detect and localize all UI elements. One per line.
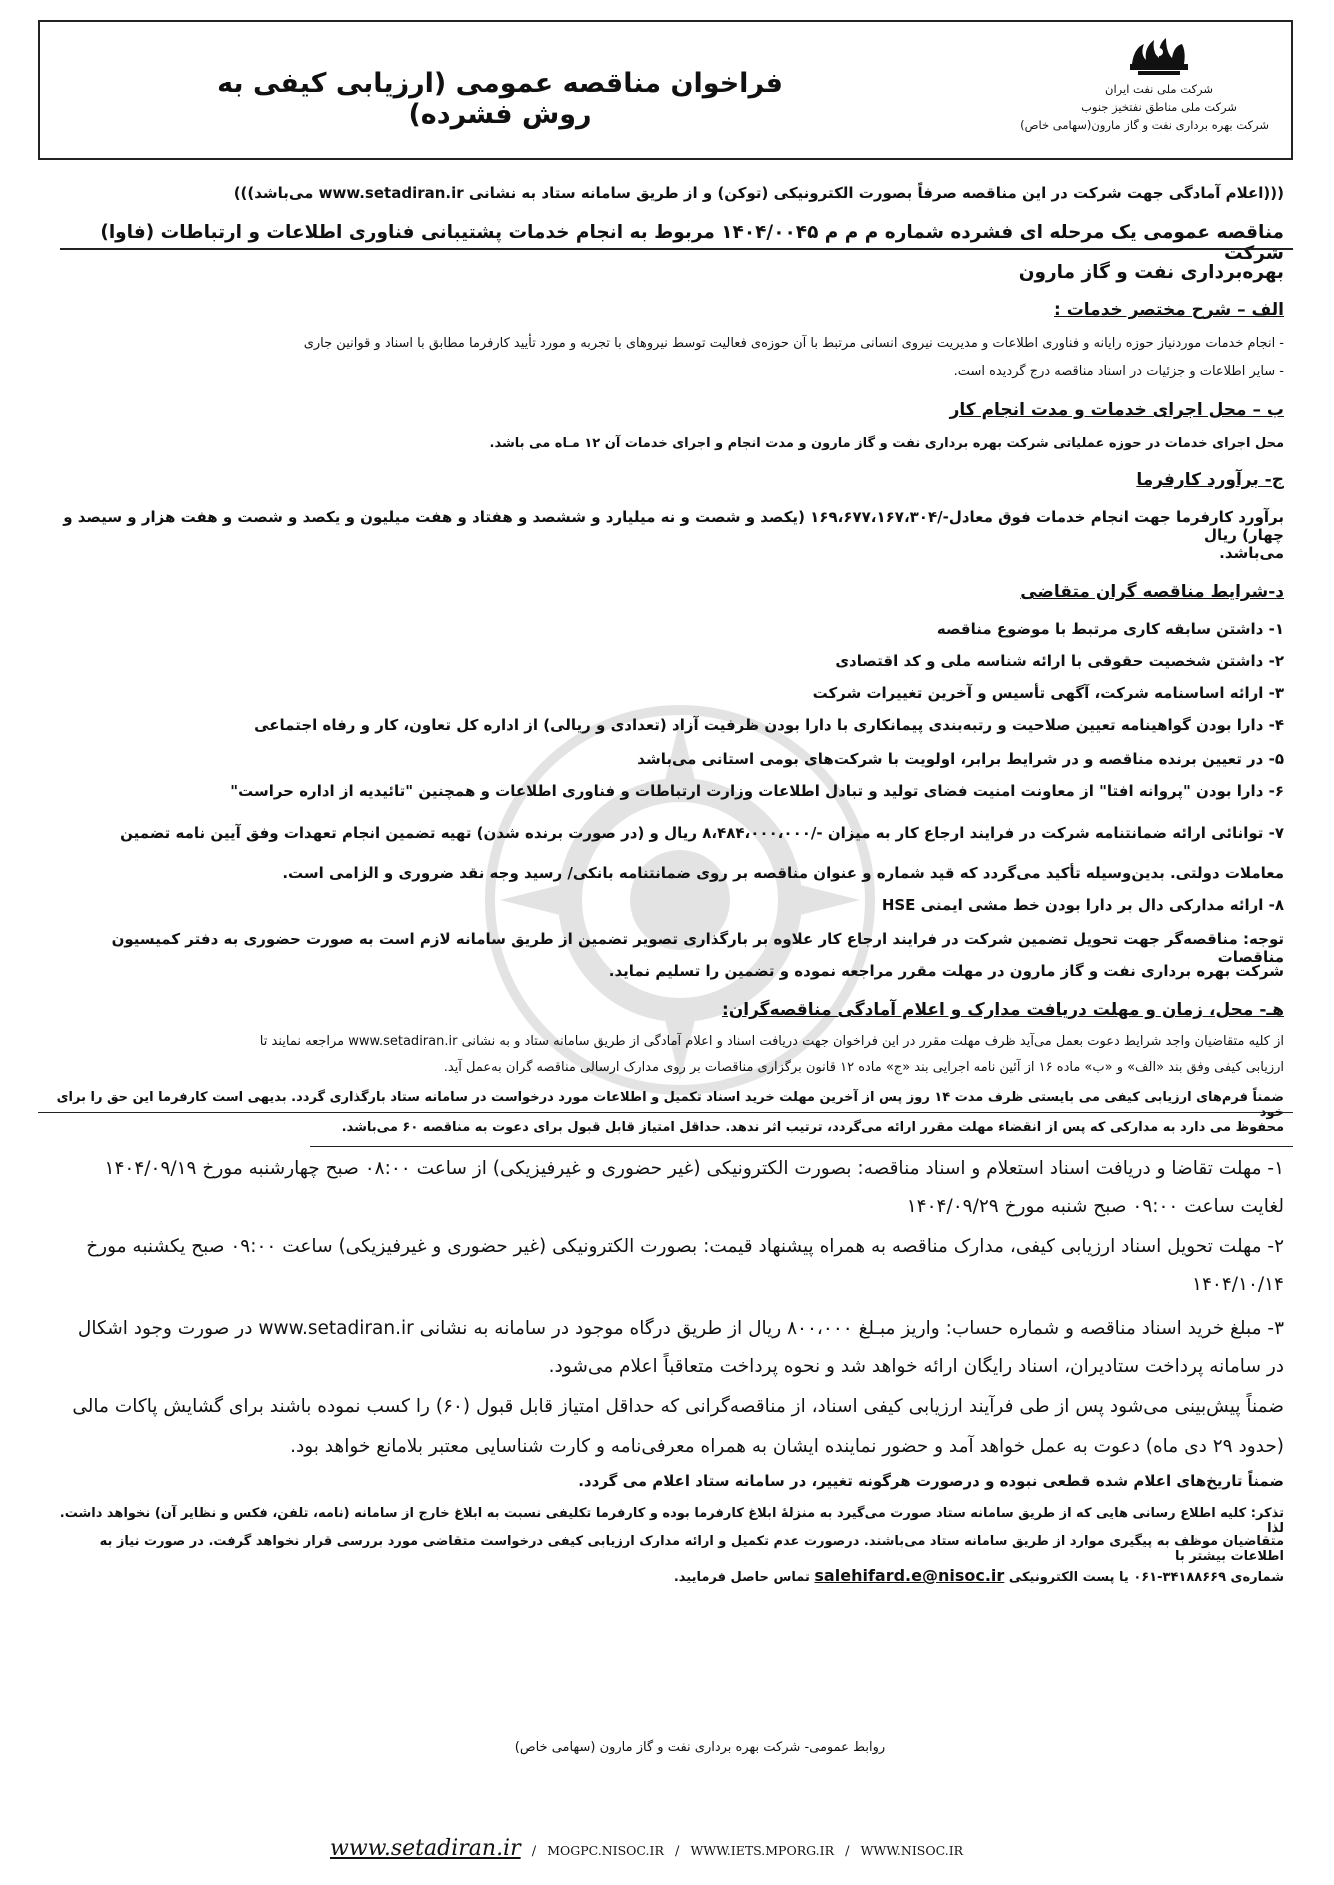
dates-not-final-note: ضمناً تاریخ‌های اعلام شده قطعی نبوده و درصورت هرگونه تغییر، در سامانه ستاد اعلام می گردد. bbox=[578, 1472, 1284, 1490]
deadline-2-line-1: ۲- مهلت تحویل اسناد ارزیابی کیفی، مدارک مناقصه به همراه پیشنهاد قیمت: بصورت الکترونیکی (غیر حضوری و غیرفیزیکی) ساعت ۰۹:۰۰ صبح یکشنبه مورخ bbox=[86, 1236, 1284, 1257]
section-be-text: محل اجرای خدمات در حوزه عملیاتی شرکت بهره برداری نفت و گاز مارون و مدت انجام و اجرای خدمات آن ۱۲ مـاه می باشد. bbox=[489, 436, 1284, 451]
reminder-line-3 bbox=[54, 1566, 1284, 1585]
footer-link-mogpc[interactable]: MOGPC.NISOC.IR bbox=[547, 1843, 664, 1858]
section-alef-line-1: - انجام خدمات موردنیاز حوزه رایانه و فناوری اطلاعات و مدیریت نیروی انسانی مرتبط با آن حوزه‌ی فعالیت توسط نیروهای با تجربه و مورد تأیید کارفرما مطابق با اسناد و قوانین جاری bbox=[303, 336, 1284, 351]
section-be-title: ب – محل اجرای خدمات و مدت انجام کار bbox=[949, 400, 1284, 420]
title-underline bbox=[60, 248, 1293, 250]
section-alef-title: الف – شرح مختصر خدمات : bbox=[1054, 300, 1284, 320]
section-jim-line-2: می‌باشد. bbox=[1219, 544, 1284, 562]
org-line-2: شرکت ملی مناطق نفتخیز جنوب bbox=[1081, 100, 1237, 114]
deadline-2-line-2: ۱۴۰۴/۱۰/۱۴ bbox=[1192, 1274, 1284, 1295]
note-line-2: شرکت بهره برداری نفت و گاز مارون در مهلت مقرر مراجعه نموده و تضمین را تسلیم نماید. bbox=[608, 962, 1284, 980]
section-he-line-1: از کلیه متقاضیان واجد شرایط دعوت بعمل می‌آید ظرف مهلت مقرر در این فراخوان جهت دریافت اسناد و اعلام آمادگی از طریق سامانه ستاد و به نشانی www.setadiran.ir مراجعه نمایند تا bbox=[259, 1034, 1284, 1049]
nioc-logo-icon bbox=[1124, 34, 1194, 80]
tender-title-line-2: بهره‌برداری نفت و گاز مارون bbox=[1018, 262, 1284, 283]
org-line-3: شرکت بهره برداری نفت و گاز مارون(سهامی خاص) bbox=[1020, 118, 1269, 132]
footer-separator: / bbox=[674, 1844, 680, 1859]
section-jim-line-1: برآورد کارفرما جهت انجام خدمات فوق معادل-/۱۶۹،۶۷۷،۱۶۷،۳۰۴ (یکصد و شصت و نه میلیارد و ششصد و هفتاد و هفت میلیون و یکصد و شصت و هفت هزار و سیصد و چهار) ریال bbox=[63, 508, 1284, 544]
company-logo-block bbox=[1020, 34, 1269, 154]
he-line-3-underline bbox=[38, 1112, 1293, 1113]
footer-separator: / bbox=[531, 1844, 537, 1859]
public-relations-signature: روابط عمومی- شرکت بهره برداری نفت و گاز مارون (سهامی خاص) bbox=[514, 1740, 886, 1755]
reminder-line-2: متقاضیان موظف به پیگیری موارد از طریق سامانه ستاد می‌باشند. درصورت عدم تکمیل و ارائه مدارک ارزیابی کیفی درخواست متقاضی مورد بررسی قرار نخواهد گرفت. در صورت نیاز به اطلاعات بیشتر با bbox=[99, 1534, 1284, 1564]
header-box bbox=[38, 20, 1293, 160]
section-dal-item-1: ۱- داشتن سابقه کاری مرتبط با موضوع مناقصه bbox=[936, 620, 1284, 638]
deadline-3-line-2: در سامانه پرداخت ستادیران، اسناد رایگان ارائه خواهد شد و نحوه پرداخت متعاقباً اعلام می‌شود. bbox=[548, 1356, 1284, 1377]
contact-tail-text: تماس حاصل فرمایید. bbox=[673, 1570, 810, 1585]
section-dal-title: د-شرایط مناقصه گران متقاضی bbox=[1020, 582, 1284, 602]
contact-phone-text: شماره‌ی ۳۴۱۸۸۶۶۹-۰۶۱ یا پست الکترونیکی bbox=[1008, 1570, 1284, 1585]
section-he-title: هـ- محل، زمان و مهلت دریافت مدارک و اعلام آمادگی مناقصه‌گران: bbox=[721, 1000, 1284, 1020]
page-title: فراخوان مناقصه عمومی (ارزیابی کیفی به روش فشرده) bbox=[217, 68, 783, 130]
section-dal-item-2: ۲- داشتن شخصیت حقوقی با ارائه شناسه ملی و کد اقتصادی bbox=[835, 652, 1284, 670]
deadline-3-line-1: ۳- مبلغ خرید اسناد مناقصه و شماره حساب: واریز مبـلغ ۸۰۰،۰۰۰ ریال از طریق درگاه موجود در سامانه به نشانی www.setadiran.ir در صورت وجود اشکال bbox=[77, 1318, 1284, 1339]
section-dal-item-4: ۴- دارا بودن گواهینامه تعیین صلاحیت و رتبه‌بندی پیمانکاری با دارا بودن ظرفیت آزاد (تعدادی و ریالی) از اداره کل تعاون، کار و رفاه اجتماعی bbox=[254, 716, 1284, 734]
section-he-line-3: ضمناً فرم‌های ارزیابی کیفی می بایستی ظرف مدت ۱۴ روز پس از آخرین مهلت خرید اسناد تکمیل و اطلاعات مورد درخواست در سامانه ستاد بارگذاری گردد. بدیهی است کارفرما این حق را برای خود bbox=[56, 1090, 1284, 1120]
note-line-1: توجه: مناقصه‌گر جهت تحویل تضمین شرکت در فرایند ارجاع کار علاوه بر بارگذاری تصویر تضمین از طریق سامانه لازم است به صورت حضوری به دفتر کمیسیون مناقصات bbox=[111, 930, 1284, 966]
section-alef-line-2: - سایر اطلاعات و جزئیات در اسناد مناقصه درج گردیده است. bbox=[953, 364, 1284, 379]
deadline-1-line-2: لغایت ساعت ۰۹:۰۰ صبح شنبه مورخ ۱۴۰۴/۰۹/۲۹ bbox=[906, 1196, 1284, 1217]
footer-link-iets[interactable]: WWW.IETS.MPORG.IR bbox=[690, 1843, 834, 1858]
section-he-line-4: محفوظ می دارد به مدارکی که پس از انقضاء مهلت مقرر ارائه می‌گردد، ترتیب اثر ندهد. حداقل امتیاز قابل قبول برای دعوت به مناقصه ۶۰ می‌باشد. bbox=[341, 1120, 1284, 1135]
section-dal-item-6: ۶- دارا بودن "پروانه افتا" از معاونت امنیت فضای تولید و تبادل اطلاعات وزارت ارتباطات و فناوری اطلاعات و همچنین "تائیدیه از اداره حراست" bbox=[230, 782, 1284, 800]
intro-notice: (((اعلام آمادگی جهت شرکت در این مناقصه صرفاً بصورت الکترونیکی (توکن) و از طریق سامانه ستاد به نشانی www.setadiran.ir می‌باشد))) bbox=[233, 184, 1284, 202]
footer-link-nisoc[interactable]: WWW.NISOC.IR bbox=[860, 1843, 964, 1858]
footer-links bbox=[330, 1836, 1030, 1862]
he-line-4-underline bbox=[310, 1146, 1293, 1147]
opening-info-line-1: ضمناً پیش‌بینی می‌شود پس از طی فرآیند ارزیابی کیفی اسناد، از مناقصه‌گرانی که حداقل امتیاز قابل قبول (۶۰) را کسب نموده باشند برای گشایش پاکات مالی bbox=[72, 1396, 1284, 1417]
section-dal-item-7-line-1: ۷- توانائی ارائه ضمانتنامه شرکت در فرایند ارجاع کار به میزان -/۸،۴۸۴،۰۰۰،۰۰۰ ریال و (در صورت برنده شدن) تهیه تضمین انجام تعهدات وفق آیین نامه تضمین bbox=[120, 824, 1284, 842]
section-dal-item-8: ۸- ارائه مدارکی دال بر دارا بودن خط مشی ایمنی HSE bbox=[881, 896, 1284, 914]
footer-link-setadiran[interactable]: www.setadiran.ir bbox=[330, 1836, 521, 1861]
footer-separator: / bbox=[845, 1844, 850, 1859]
deadline-1-line-1: ۱- مهلت تقاضا و دریافت اسناد استعلام و اسناد مناقصه: بصورت الکترونیکی (غیر حضوری و غیرفیزیکی) از ساعت ۰۸:۰۰ صبح چهارشنبه مورخ ۱۴۰۴/۰۹/۱۹ bbox=[104, 1158, 1284, 1179]
section-he-line-2: ارزیابی کیفی وفق بند «الف» و «ب» ماده ۱۶ از آئین نامه اجرایی بند «ج» ماده ۱۲ قانون برگزاری مناقصات بر روی مدارک ارسالی مناقصه گران به‌عمل آید. bbox=[443, 1060, 1284, 1075]
section-dal-item-3: ۳- ارائه اساسنامه شرکت، آگهی تأسیس و آخرین تغییرات شرکت bbox=[812, 684, 1284, 702]
contact-email-link[interactable]: salehifard.e@nisoc.ir bbox=[814, 1566, 1005, 1585]
tender-title-line-1: مناقصه عمومی یک مرحله ای فشرده شماره م م م ۱۴۰۴/۰۰۴۵ مربوط به انجام خدمات پشتیبانی فناوری اطلاعات و ارتباطات (فاوا) شرکت bbox=[100, 222, 1284, 264]
opening-info-line-2: (حدود ۲۹ دی ماه) دعوت به عمل خواهد آمد و حضور نماینده ایشان به همراه معرفی‌نامه و کارت شناسایی معتبر بلامانع خواهد بود. bbox=[290, 1436, 1284, 1457]
reminder-line-1: تذکر: کلیه اطلاع رسانی هایی که از طریق سامانه ستاد صورت می‌گیرد به منزلهٔ ابلاغ کارفرما بوده و کارفرما تکلیفی نسبت به ابلاغ خارج از سامانه (نامه، تلفن، فکس و نظایر آن) نخواهد داشت. لذا bbox=[59, 1506, 1284, 1536]
section-jim-title: ج- برآورد کارفرما bbox=[1136, 470, 1284, 490]
org-line-1: شرکت ملی نفت ایران bbox=[1105, 82, 1213, 96]
section-dal-item-7-line-2: معاملات دولتی. بدین‌وسیله تأکید می‌گردد که قید شماره و عنوان مناقصه بر روی ضمانتنامه بانکی/ رسید وجه نقد ضروری و الزامی است. bbox=[282, 864, 1284, 882]
section-dal-item-5: ۵- در تعیین برنده مناقصه و در شرایط برابر، اولویت با شرکت‌های بومی استانی می‌باشد bbox=[637, 750, 1284, 768]
